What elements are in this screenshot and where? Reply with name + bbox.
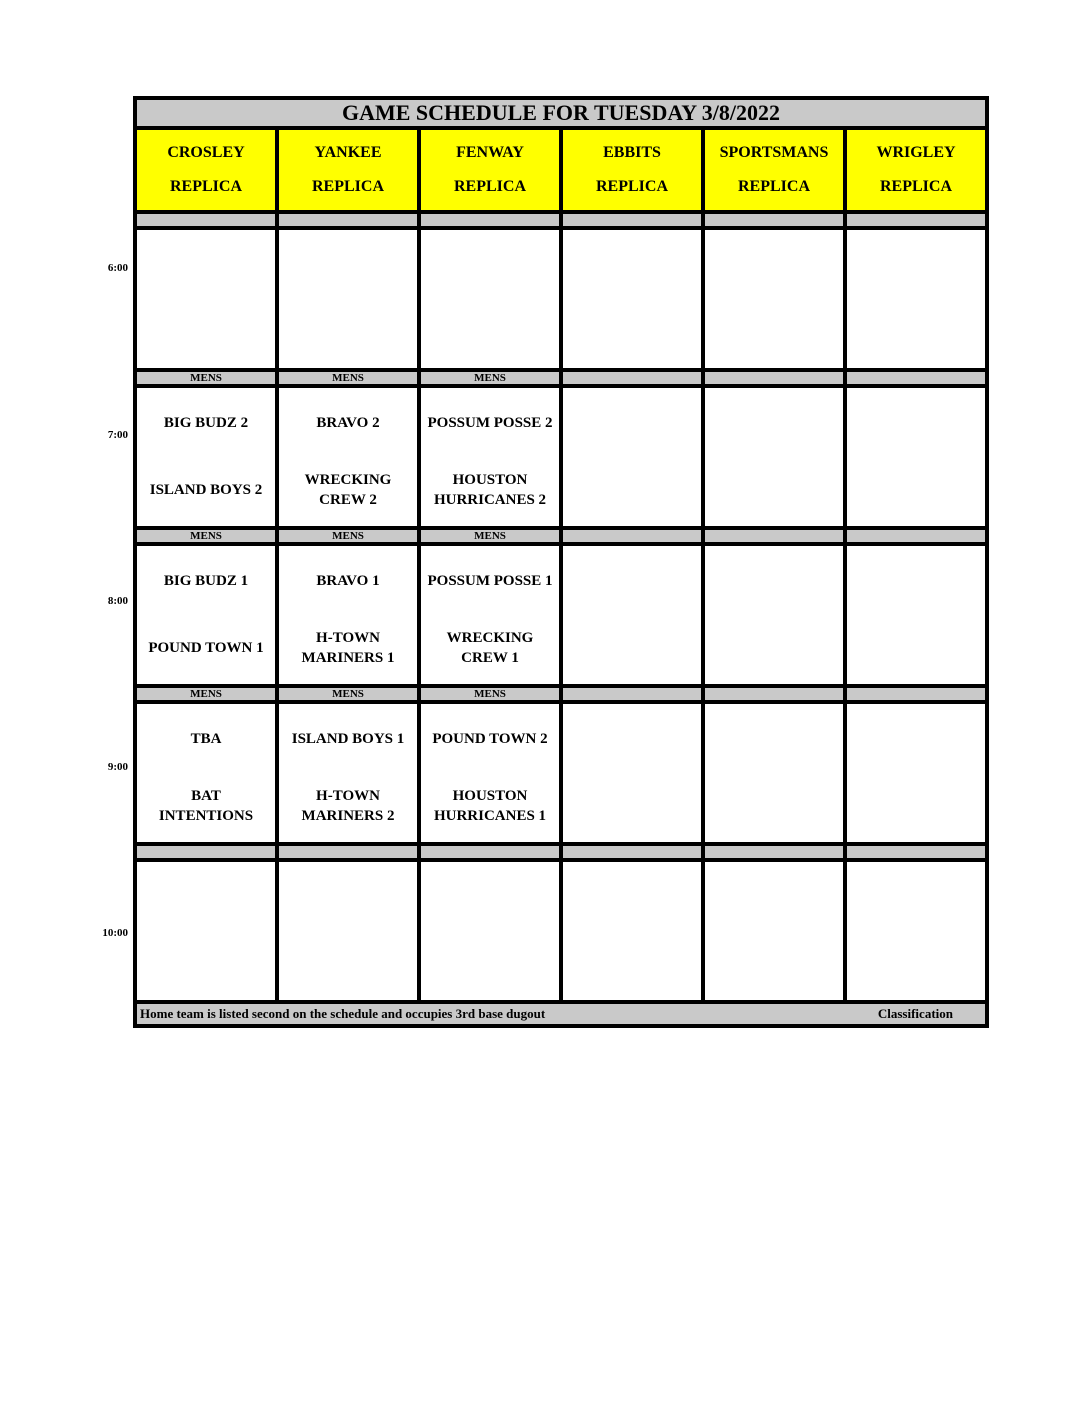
home-team: HOUSTON HURRICANES 2 <box>433 472 547 508</box>
game-cell <box>135 544 277 686</box>
away-team: BRAVO 2 <box>316 414 380 431</box>
home-team <box>853 931 979 998</box>
division-band-cell <box>561 686 703 702</box>
home-team <box>711 457 837 524</box>
game-row-900 <box>135 702 987 844</box>
away-team <box>853 548 979 615</box>
game-cell <box>561 386 703 528</box>
home-team: WRECKING CREW 2 <box>304 472 392 508</box>
away-team <box>569 232 695 299</box>
home-team <box>853 773 979 840</box>
away-team <box>285 864 411 931</box>
division-band-row-0 <box>135 212 987 228</box>
game-cell <box>845 860 987 1002</box>
away-team <box>569 706 695 773</box>
venue-name: YANKEE <box>314 144 382 161</box>
schedule-table <box>133 96 989 1028</box>
game-cell <box>135 228 277 370</box>
division-band-cell <box>561 528 703 544</box>
time-label-8: 8:00 <box>107 595 128 607</box>
division-band-cell <box>561 370 703 386</box>
venue-sub: REPLICA <box>737 178 810 195</box>
division-band-cell <box>561 212 703 228</box>
division-band-cell <box>561 844 703 860</box>
game-cell <box>845 228 987 370</box>
away-team <box>711 548 837 615</box>
away-team <box>143 232 269 299</box>
home-team: ISLAND BOYS 2 <box>149 481 263 498</box>
away-team <box>711 864 837 931</box>
venue-name: CROSLEY <box>167 144 245 161</box>
home-team <box>853 299 979 366</box>
game-cell <box>419 228 561 370</box>
game-cell <box>845 544 987 686</box>
venue-name: FENWAY <box>456 144 524 161</box>
away-team: POSSUM POSSE 2 <box>427 414 553 431</box>
home-team <box>569 615 695 682</box>
time-label-6: 6:00 <box>107 262 128 274</box>
game-cell <box>703 544 845 686</box>
game-cell <box>419 544 561 686</box>
division-band-cell <box>703 370 845 386</box>
venue-sub: REPLICA <box>311 178 384 195</box>
venue-sub: REPLICA <box>169 178 242 195</box>
title-row <box>135 98 987 128</box>
venue-sub: REPLICA <box>453 178 526 195</box>
home-team <box>427 931 553 998</box>
time-label-7: 7:00 <box>107 429 128 441</box>
division-band-row-2 <box>135 528 987 544</box>
home-team <box>143 931 269 998</box>
away-team <box>853 864 979 931</box>
home-team <box>711 773 837 840</box>
game-row-800 <box>135 544 987 686</box>
division-band-cell <box>135 844 277 860</box>
division-band-cell: MENS <box>419 370 561 386</box>
game-cell <box>419 386 561 528</box>
away-team <box>569 864 695 931</box>
venue-sub: REPLICA <box>879 178 952 195</box>
venue-header-sportsmans <box>703 128 845 212</box>
home-team <box>569 773 695 840</box>
division-band-cell: MENS <box>135 686 277 702</box>
home-team: POUND TOWN 1 <box>148 639 264 656</box>
time-label-9: 9:00 <box>107 761 128 773</box>
game-cell <box>561 228 703 370</box>
venue-name: EBBITS <box>603 144 661 161</box>
away-team <box>427 864 553 931</box>
away-team <box>711 706 837 773</box>
game-cell <box>277 860 419 1002</box>
division-band-cell <box>277 844 419 860</box>
game-row-700 <box>135 386 987 528</box>
game-cell <box>135 386 277 528</box>
game-row-1000 <box>135 860 987 1002</box>
away-team <box>569 548 695 615</box>
home-team <box>285 299 411 366</box>
home-team <box>853 615 979 682</box>
away-team: POUND TOWN 2 <box>432 730 548 747</box>
home-team: HOUSTON HURRICANES 1 <box>433 788 547 824</box>
division-band-cell <box>845 686 987 702</box>
away-team: BIG BUDZ 2 <box>163 414 249 431</box>
away-team <box>853 390 979 457</box>
home-team <box>143 299 269 366</box>
home-team <box>711 615 837 682</box>
game-cell <box>703 228 845 370</box>
home-team <box>853 457 979 524</box>
division-band-cell <box>419 844 561 860</box>
division-band-cell <box>703 528 845 544</box>
game-cell <box>277 544 419 686</box>
division-band-row-3 <box>135 686 987 702</box>
venue-header-ebbits <box>561 128 703 212</box>
home-team <box>711 299 837 366</box>
division-band-cell <box>419 212 561 228</box>
game-cell <box>845 702 987 844</box>
division-band-cell: MENS <box>277 686 419 702</box>
game-cell <box>703 386 845 528</box>
footer-note: Home team is listed second on the schedule and occupies 3rd base dugout <box>140 1006 546 1021</box>
schedule-title: GAME SCHEDULE FOR TUESDAY 3/8/2022 <box>135 98 987 128</box>
venue-header-crosley <box>135 128 277 212</box>
division-band-cell <box>277 212 419 228</box>
division-band-cell <box>845 370 987 386</box>
game-cell <box>561 860 703 1002</box>
division-band-cell: MENS <box>135 528 277 544</box>
game-cell <box>419 702 561 844</box>
home-team: H-TOWN MARINERS 1 <box>301 630 395 666</box>
away-team <box>285 232 411 299</box>
game-cell <box>135 702 277 844</box>
division-band-cell: MENS <box>277 528 419 544</box>
home-team <box>569 931 695 998</box>
game-cell <box>277 228 419 370</box>
division-band-cell <box>703 844 845 860</box>
home-team: BAT INTENTIONS <box>158 788 254 824</box>
division-band-cell <box>845 212 987 228</box>
division-band-cell <box>845 528 987 544</box>
away-team: TBA <box>190 730 222 747</box>
division-band-cell <box>703 212 845 228</box>
division-band-row-4 <box>135 844 987 860</box>
division-band-cell: MENS <box>135 370 277 386</box>
away-team: BRAVO 1 <box>316 572 380 589</box>
footer-row <box>135 1002 987 1026</box>
game-cell <box>135 860 277 1002</box>
division-band-cell <box>135 212 277 228</box>
home-team <box>285 931 411 998</box>
venue-header-wrigley <box>845 128 987 212</box>
away-team <box>143 864 269 931</box>
away-team: BIG BUDZ 1 <box>163 572 249 589</box>
away-team <box>427 232 553 299</box>
venue-header-row <box>135 128 987 212</box>
division-band-row-1 <box>135 370 987 386</box>
venue-name: WRIGLEY <box>876 144 956 161</box>
away-team <box>711 390 837 457</box>
division-band-cell: MENS <box>419 686 561 702</box>
game-cell <box>703 702 845 844</box>
division-band-cell: MENS <box>277 370 419 386</box>
home-team <box>711 931 837 998</box>
away-team <box>853 232 979 299</box>
game-cell <box>703 860 845 1002</box>
home-team <box>569 457 695 524</box>
footer-classification-label: Classification <box>877 1006 953 1021</box>
venue-sub: REPLICA <box>595 178 668 195</box>
away-team <box>569 390 695 457</box>
home-team: H-TOWN MARINERS 2 <box>301 788 395 824</box>
venue-header-yankee <box>277 128 419 212</box>
game-cell <box>845 386 987 528</box>
game-cell <box>561 702 703 844</box>
home-team <box>569 299 695 366</box>
home-team <box>427 299 553 366</box>
division-band-cell <box>845 844 987 860</box>
away-team <box>853 706 979 773</box>
game-cell <box>277 386 419 528</box>
game-cell <box>561 544 703 686</box>
game-row-600 <box>135 228 987 370</box>
game-cell <box>277 702 419 844</box>
time-label-10: 10:00 <box>102 927 128 939</box>
footer-cell <box>135 1002 987 1026</box>
venue-name: SPORTSMANS <box>719 144 829 161</box>
home-team: WRECKING CREW 1 <box>446 630 534 666</box>
away-team: POSSUM POSSE 1 <box>427 572 553 589</box>
game-cell <box>419 860 561 1002</box>
away-team: ISLAND BOYS 1 <box>291 730 405 747</box>
division-band-cell <box>703 686 845 702</box>
venue-header-fenway <box>419 128 561 212</box>
division-band-cell: MENS <box>419 528 561 544</box>
away-team <box>711 232 837 299</box>
